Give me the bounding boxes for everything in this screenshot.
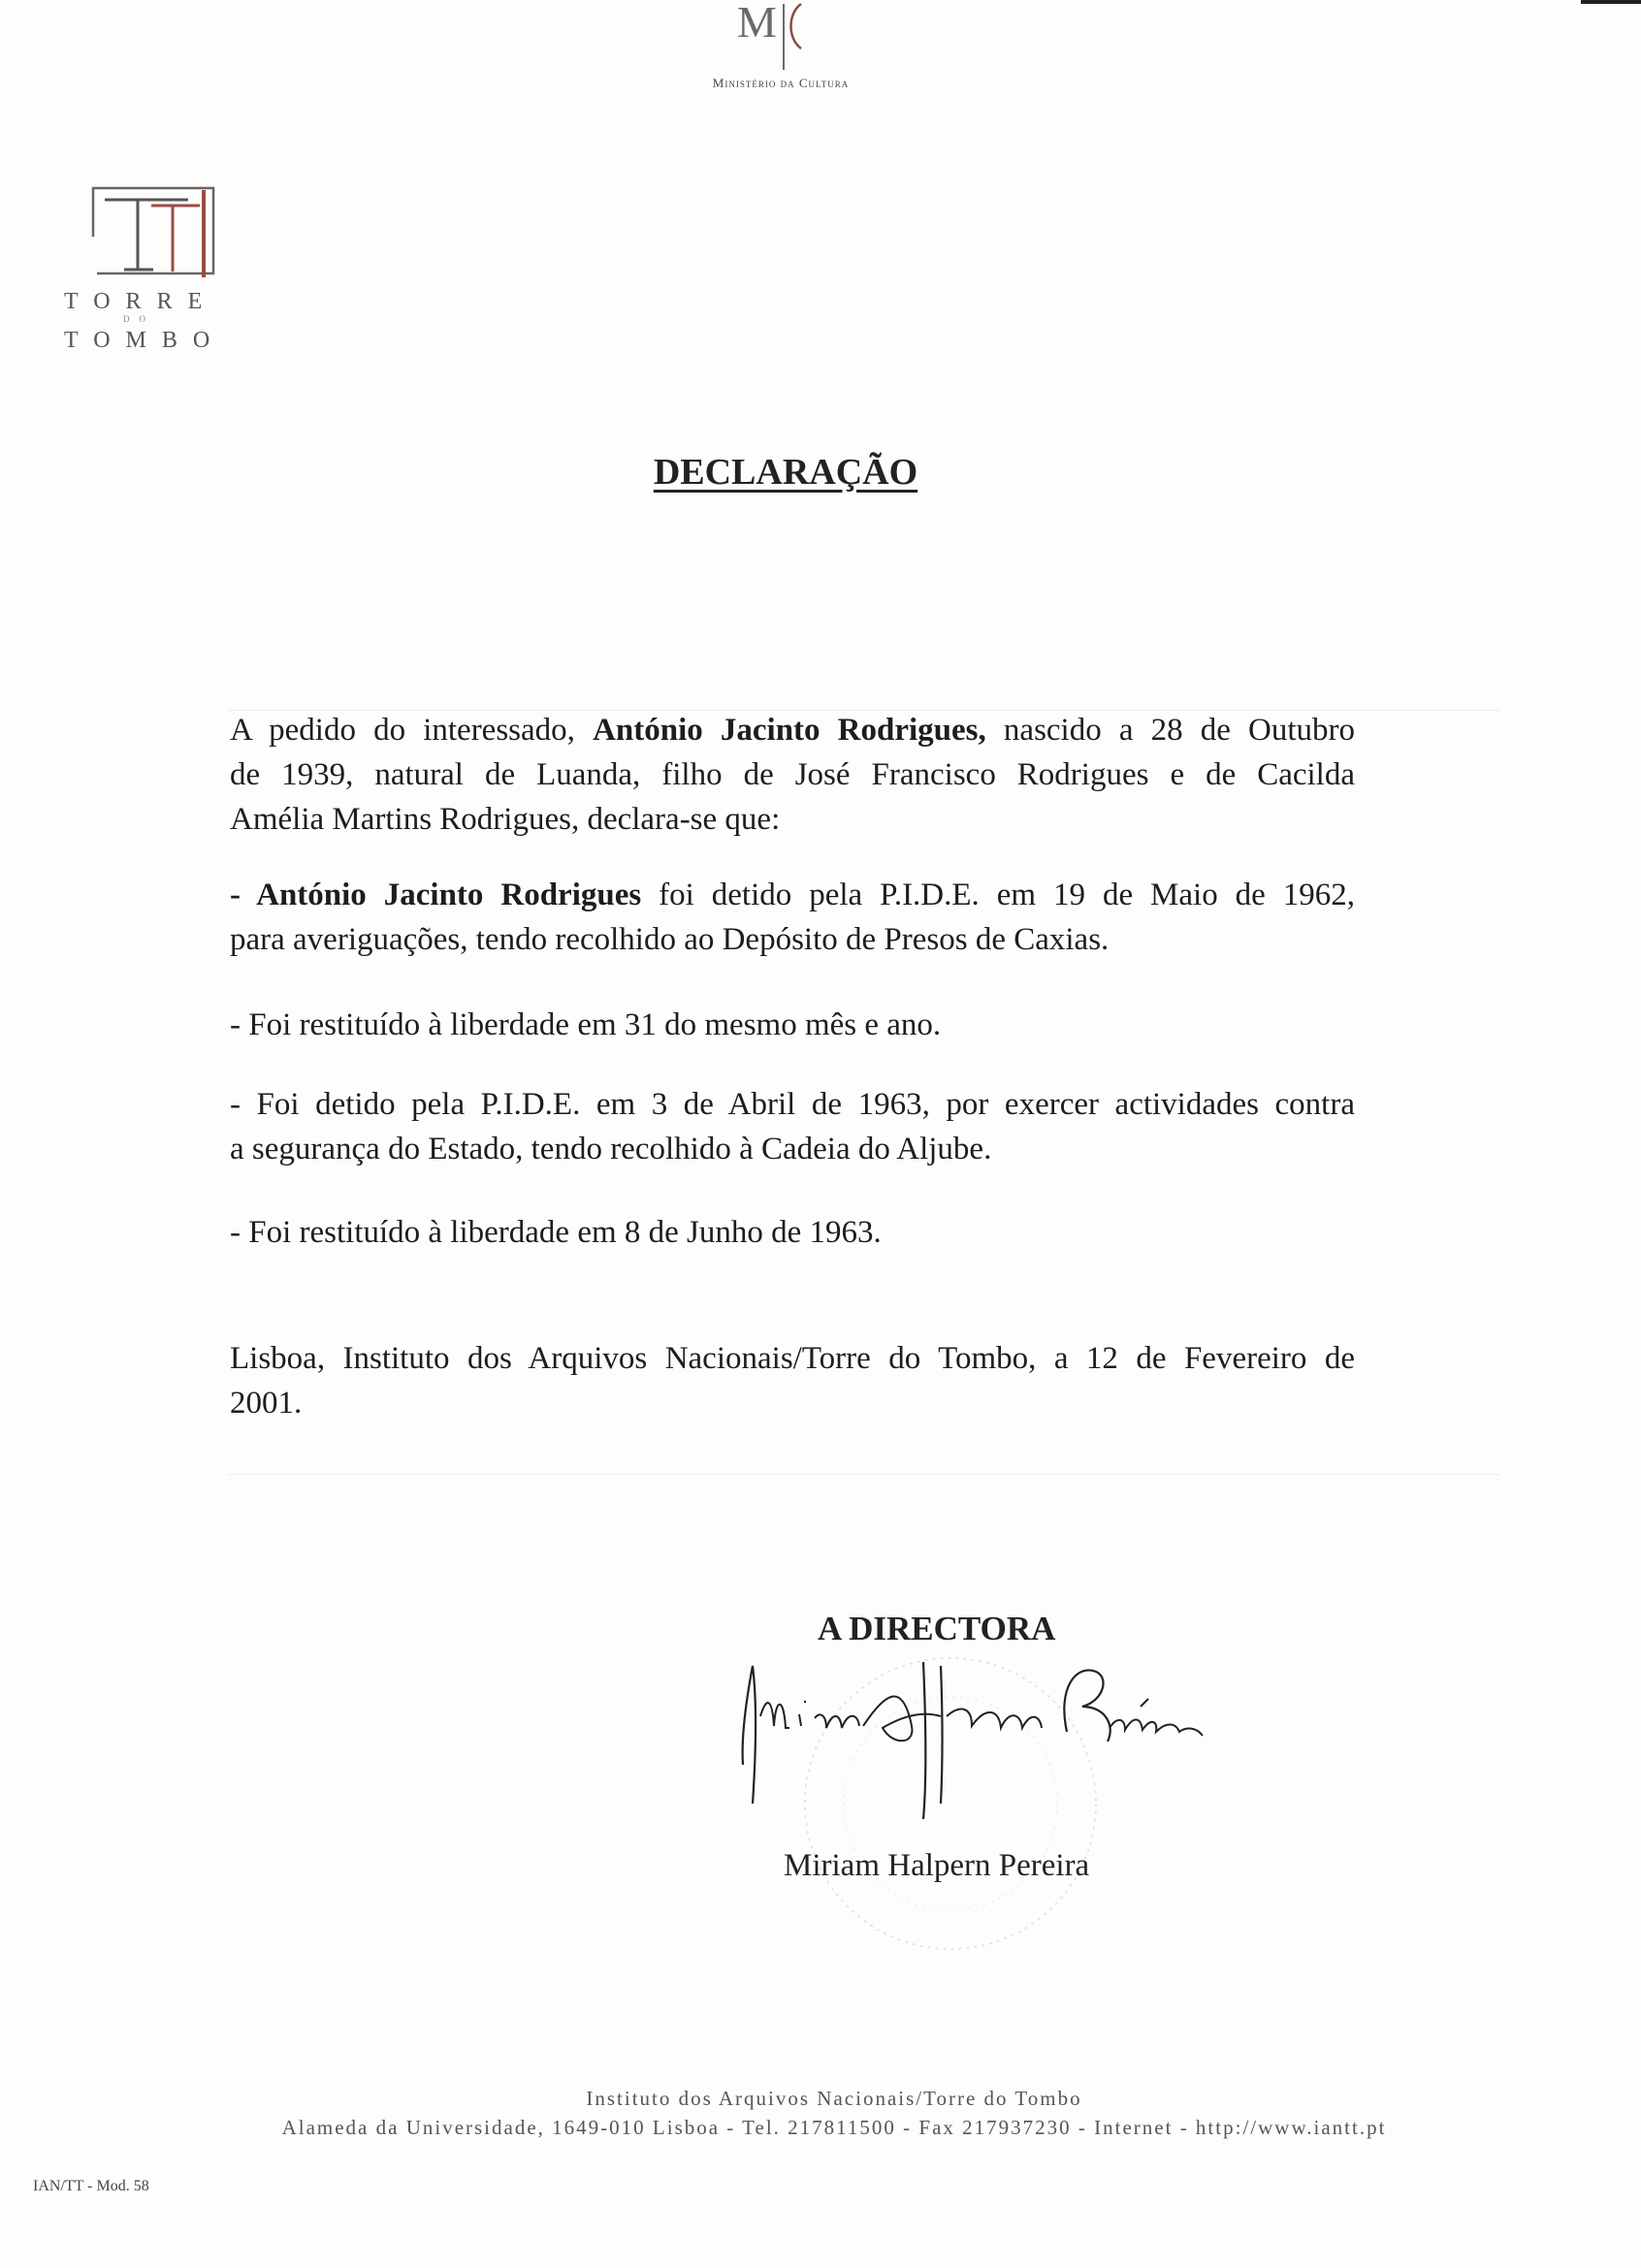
footer-institution: Instituto dos Arquivos Nacionais/Torre do Tombo: [586, 2087, 1082, 2110]
footer-address: Alameda da Universidade, 1649-010 Lisboa - Tel. 217811500 - Fax 217937230 - Internet - http://www.iantt.pt: [281, 2116, 1387, 2139]
text-span: foi detido pela P.I.D.E. em 19 de Maio de 1962,: [659, 878, 1356, 912]
paragraph-second-release: [230, 1210, 1355, 1255]
torre-do-tombo-logo: [91, 186, 217, 277]
ministry-caption: Ministério da Cultura: [712, 76, 850, 90]
text-line: para averiguações, tendo recolhido ao Depósito de Presos de Caxias.: [230, 922, 1110, 957]
text-line: a segurança do Estado, tendo recolhido à Cadeia do Aljube.: [230, 1132, 992, 1166]
paragraph-request: [230, 708, 1355, 842]
paragraph-place-date: [230, 1336, 1355, 1425]
paragraph-first-release: [230, 1003, 1355, 1047]
text-line: 2001.: [230, 1386, 303, 1421]
logo-word-do: DO: [123, 314, 155, 324]
text-span: A pedido do interessado,: [230, 713, 575, 748]
ministry-monogram-c: [791, 4, 802, 48]
text-line: - Foi detido pela P.I.D.E. em 3 de Abril de 1963, por exercer actividades contra: [230, 1087, 1355, 1122]
person-name: - António Jacinto Rodrigues: [230, 878, 642, 912]
signatory-role: A DIRECTORA: [818, 1610, 1056, 1647]
signatory-name: Miriam Halpern Pereira: [784, 1848, 1090, 1883]
paragraph-first-detention: [230, 873, 1355, 962]
text-line: Lisboa, Instituto dos Arquivos Nacionais/Torre do Tombo, a 12 de Fevereiro de: [230, 1341, 1355, 1376]
person-name: António Jacinto Rodrigues,: [593, 713, 986, 748]
text-line: Amélia Martins Rodrigues, declara-se que:: [230, 802, 781, 837]
logo-word-torre: TORRE: [64, 289, 218, 314]
document-title: DECLARAÇÃO: [653, 452, 918, 493]
handwritten-signature: [718, 1658, 1261, 1823]
text-line: - Foi restituído à liberdade em 31 do mesmo mês e ano.: [230, 1007, 942, 1042]
ministry-monogram-m: M: [737, 0, 777, 47]
text-line: - Foi restituído à liberdade em 8 de Junho de 1963.: [230, 1215, 882, 1250]
paragraph-second-detention: [230, 1082, 1355, 1171]
text-line: [230, 708, 1355, 752]
scan-line: [229, 1474, 1499, 1475]
text-line: de 1939, natural de Luanda, filho de José Francisco Rodrigues e de Cacilda: [230, 757, 1355, 792]
text-span: nascido a 28 de Outubro: [1003, 713, 1356, 748]
logo-word-tombo: TOMBO: [64, 328, 226, 353]
ministry-logo: [737, 0, 853, 74]
text-line: [230, 873, 1355, 917]
form-code: IAN/TT - Mod. 58: [33, 2178, 149, 2194]
scan-edge-mark: [1581, 0, 1641, 4]
